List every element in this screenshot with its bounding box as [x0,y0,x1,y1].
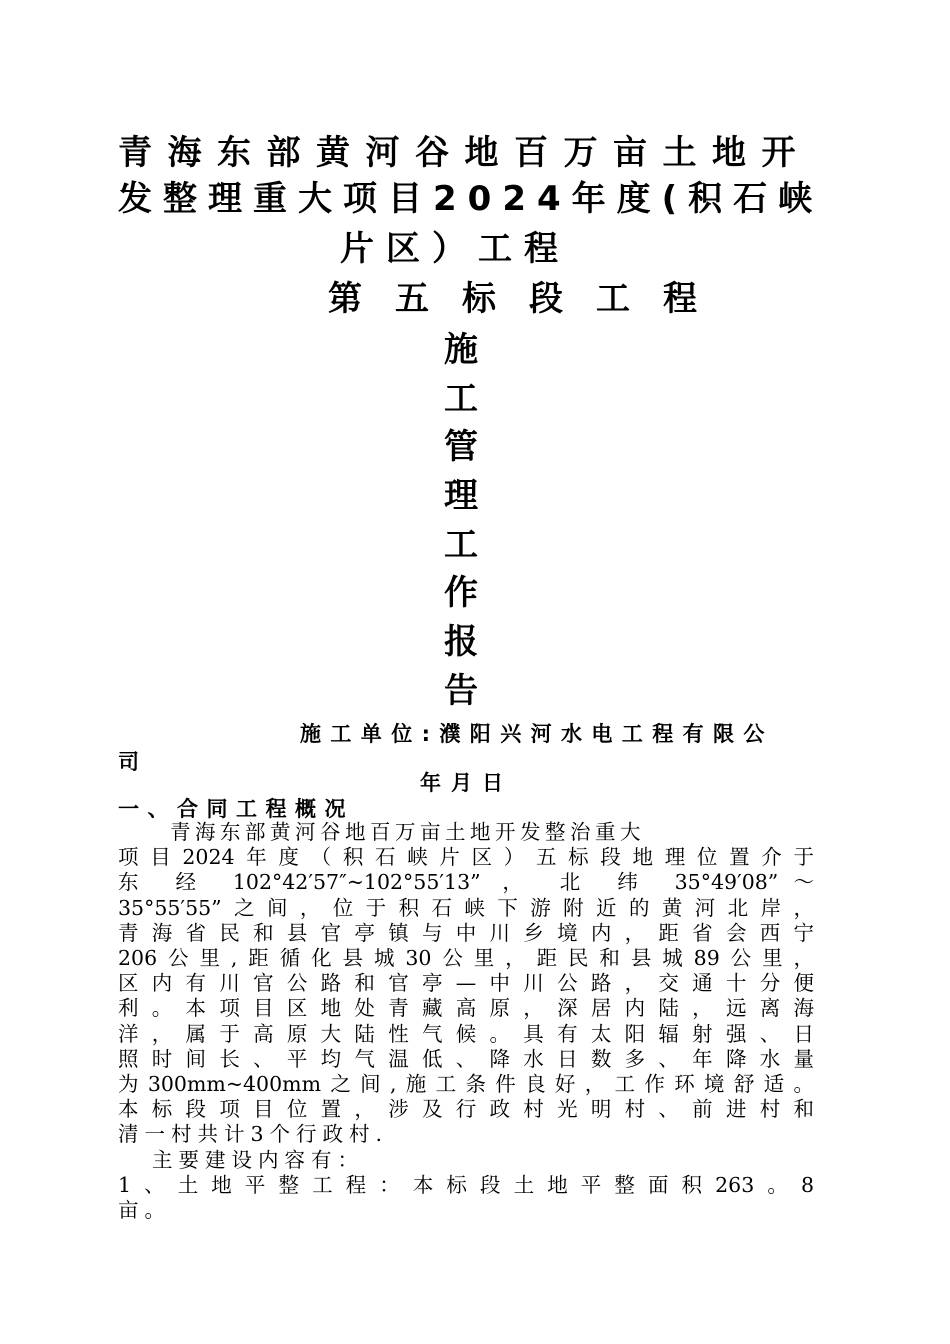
report-title-char: 管 [444,427,478,468]
report-title-char: 作 [444,573,478,614]
document-title-line-1: 青海东部黄河谷地百万亩土地开 [118,133,811,173]
report-title-char: 工 [444,524,478,565]
item-1-line-1: 1、土地平整工程：本标段土地平整面积263。8 [118,1172,814,1197]
document-subtitle: 第五标段工程 [328,279,730,319]
report-title-char: 工 [444,378,478,419]
body-line: 照时间长、平均气温低、降水日数多、年降水量 [118,1046,814,1071]
body-line: 青海东部黄河谷地百万亩土地开发整治重大 [170,820,645,844]
body-line: 东 经 102°42′57″~102°55′13” ， 北 纬 35°49′08”～ [118,870,814,895]
body-line: 本标段项目位置，涉及行政村光明村、前进村和 [118,1097,814,1122]
construction-unit-line-1: 施工单位:濮阳兴河水电工程有限公 [300,722,774,746]
body-line: 区内有川官公路和官亭—中川公路，交通十分便 [118,971,814,996]
section-heading: 一、合同工程概况 [118,797,354,821]
document-title-line-3: 片区）工程 [340,229,570,269]
main-content-intro: 主要建设内容有： [152,1147,364,1172]
body-line: 青海省民和县官亭镇与中川乡境内，距省会西宁 [118,920,814,945]
body-line: 项目2024年度（积石峡片区）五标段地理位置介于 [118,845,814,870]
body-line: 35°55′55”之间，位于积石峡下游附近的黄河北岸， [118,895,814,920]
section-body [118,820,814,1223]
report-title-vertical [444,326,488,716]
body-line: 206公里,距循化县城30公里，距民和县城89公里， [118,946,814,971]
report-title-char: 施 [444,330,478,370]
report-title-char: 报 [444,622,478,663]
body-line: 洋，属于高原大陆性气候。具有太阳辐射强、日 [118,1021,814,1046]
body-line: 为300mm~400mm之间,施工条件良好，工作环境舒适。 [118,1072,814,1097]
document-title-line-2: 发整理重大项目2024年度(积石峡 [118,179,824,219]
report-title-char: 理 [444,476,478,517]
item-1-line-2: 亩。 [118,1198,171,1223]
body-line: 利。本项目区地处青藏高原，深居内陆，远离海 [118,996,814,1021]
report-title-char: 告 [444,670,478,711]
construction-unit-line-2: 司 [118,750,139,774]
construction-unit [118,720,818,776]
body-line: 清一村共计3个行政村. [118,1122,389,1147]
report-date: 年月日 [420,771,513,795]
